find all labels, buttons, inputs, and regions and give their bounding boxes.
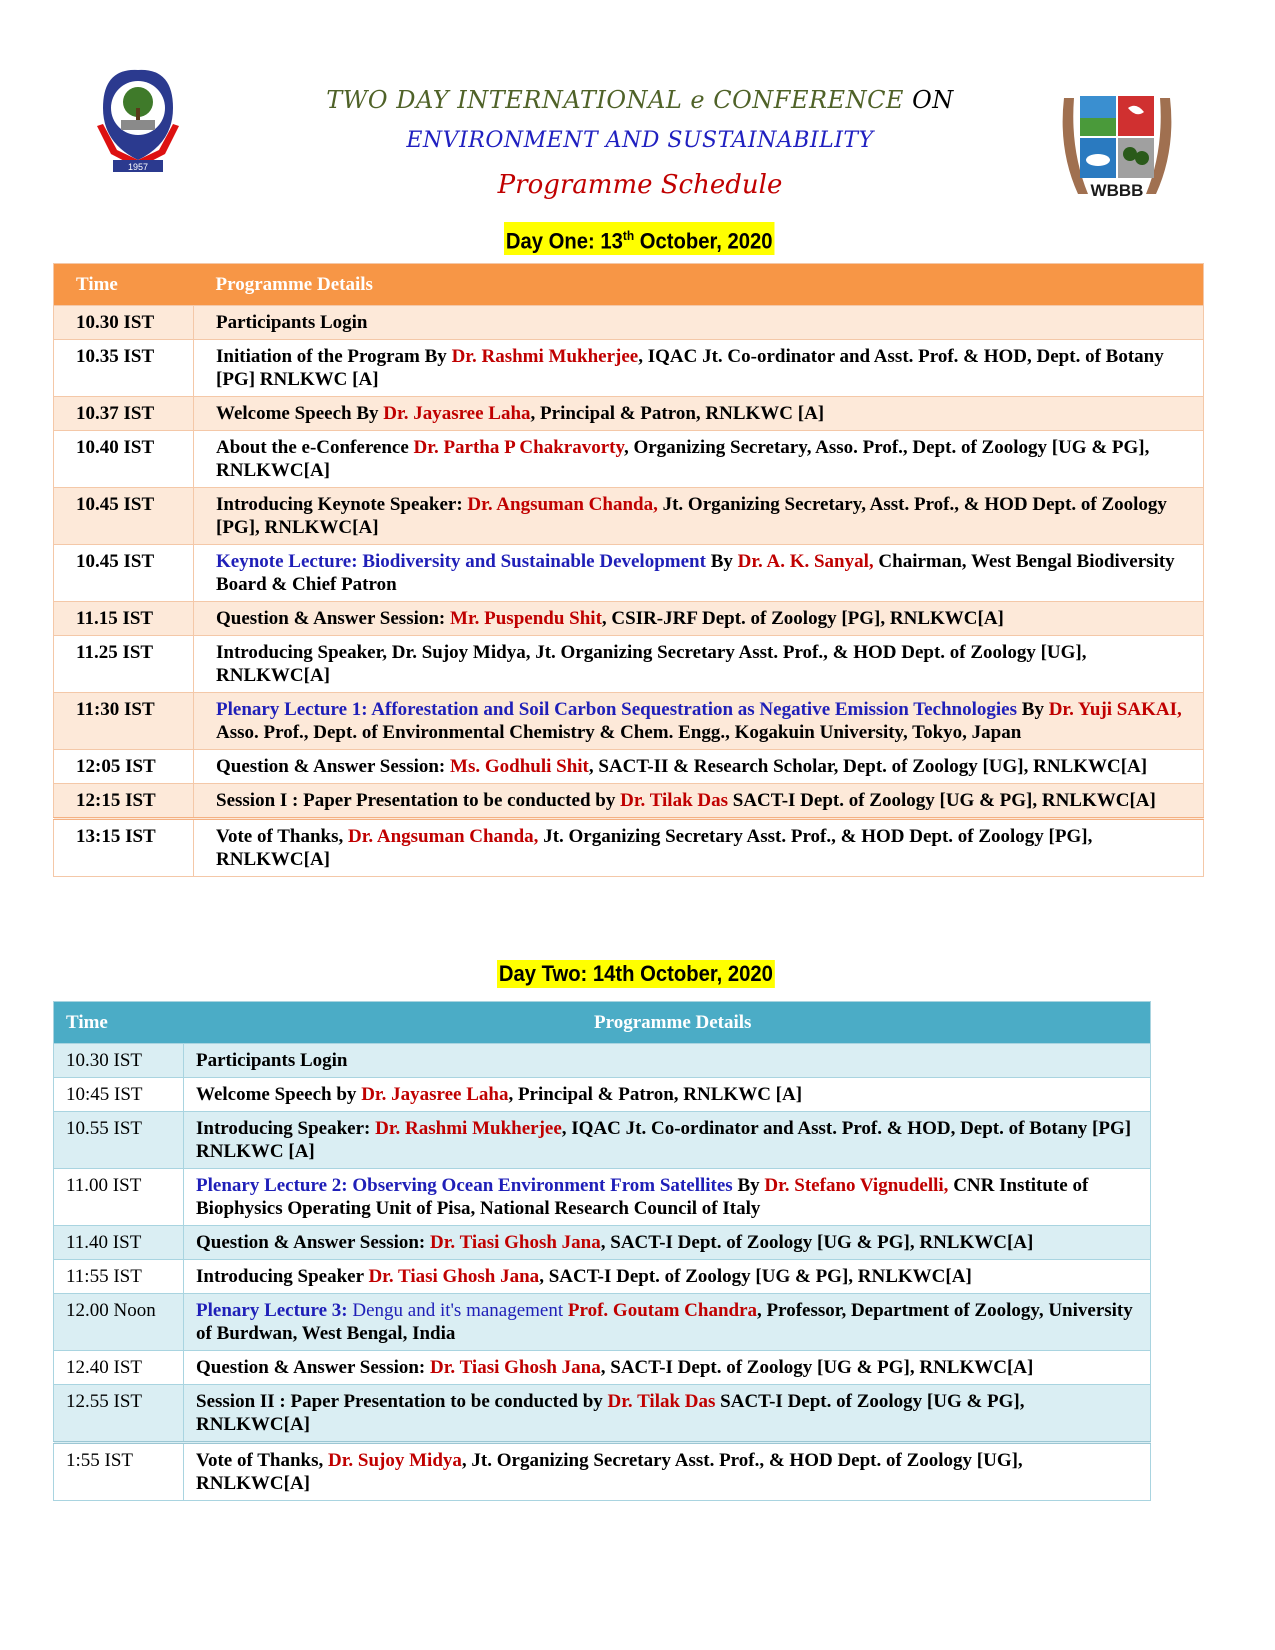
day-two-time-cell: 11.00 IST — [54, 1169, 184, 1226]
day-two-time-cell: 12.40 IST — [54, 1351, 184, 1385]
speaker-name: Dr. Rashmi Mukherjee — [375, 1118, 562, 1139]
table-row — [54, 1260, 1151, 1294]
table-row — [54, 1169, 1151, 1226]
detail-text: , Principal & Patron, RNLKWC [A] — [530, 403, 825, 424]
speaker-name: Dr. Yuji SAKAI, — [1048, 699, 1182, 720]
detail-text: , IQAC Jt. Co-ordinator and Asst. Prof. & HOD, Dept. of Botany [PG] RNLKWC [A] — [196, 1118, 1132, 1162]
speaker-name: Dr. Sujoy Midya — [328, 1450, 462, 1471]
table-row — [54, 1385, 1151, 1443]
day-one-time-cell: 10.45 IST — [54, 545, 194, 602]
day-one-details-cell — [194, 545, 1204, 602]
table-row — [54, 602, 1204, 636]
table-row — [54, 1078, 1151, 1112]
college-logo — [93, 68, 183, 180]
table-row — [54, 819, 1204, 877]
table-row — [54, 1294, 1151, 1351]
day-one-details-cell — [194, 306, 1204, 340]
day-one-time-cell: 13:15 IST — [54, 819, 194, 877]
day-one-details-cell — [194, 431, 1204, 488]
day-two-details-cell — [184, 1112, 1151, 1169]
day-one-details-cell — [194, 750, 1204, 784]
speaker-name: Dr. Jayasree Laha — [361, 1084, 509, 1105]
lecture-title: Plenary Lecture 3: — [196, 1300, 348, 1321]
table-row — [54, 1443, 1151, 1501]
detail-text: Chairman, West Bengal Biodiversity Board & Chief Patron — [216, 551, 1175, 595]
detail-text: CNR Institute of Biophysics Operating Unit of Pisa, National Research Council of Italy — [196, 1175, 1089, 1219]
detail-text: Initiation of the Program By — [216, 346, 452, 367]
day-two-time-cell: 12.00 Noon — [54, 1294, 184, 1351]
conference-theme: ENVIRONMENT AND SUSTAINABILITY — [406, 128, 874, 153]
day-two-details-cell — [184, 1385, 1151, 1443]
detail-text: By — [732, 1175, 765, 1196]
day-one-title: Day One: 13th October, 2020 — [504, 222, 774, 255]
day-one-details-cell — [194, 819, 1204, 877]
speaker-name: Dr. Jayasree Laha — [383, 403, 531, 424]
detail-text: , Principal & Patron, RNLKWC [A] — [508, 1084, 803, 1105]
speaker-name: Dr. Tilak Das — [620, 790, 729, 811]
conference-title — [260, 86, 1020, 114]
day-one-details-cell — [194, 636, 1204, 693]
table-row — [54, 1351, 1151, 1385]
day-two-details-cell — [184, 1078, 1151, 1112]
table-row — [54, 1226, 1151, 1260]
detail-text: SACT-I Dept. of Zoology [UG & PG], RNLKWC[A] — [728, 790, 1156, 811]
day-one-time-cell: 10.45 IST — [54, 488, 194, 545]
table-row — [54, 750, 1204, 784]
detail-text: Participants Login — [196, 1050, 348, 1071]
detail-text: Session II : Paper Presentation to be conducted by — [196, 1391, 608, 1412]
detail-text: Introducing Speaker: — [196, 1118, 376, 1139]
programme-schedule-heading: Programme Schedule — [497, 170, 783, 200]
detail-text: , SACT-I Dept. of Zoology [UG & PG], RNLKWC[A] — [600, 1232, 1034, 1253]
detail-text: Question & Answer Session: — [216, 608, 451, 629]
table-row — [54, 1112, 1151, 1169]
day-one-details-cell — [194, 488, 1204, 545]
speaker-name: Dr. Rashmi Mukherjee — [451, 346, 639, 367]
detail-text: , SACT-I Dept. of Zoology [UG & PG], RNLKWC[A] — [539, 1266, 972, 1287]
logo-wbbb-text: WBBB — [1090, 181, 1144, 200]
detail-text: Question & Answer Session: — [216, 756, 451, 777]
day-two-details-cell — [184, 1294, 1151, 1351]
table-row — [54, 340, 1204, 397]
day-one-time-cell: 11.25 IST — [54, 636, 194, 693]
conference-title-on: ON — [912, 86, 954, 114]
day-one-time-header: Time — [54, 264, 194, 306]
day-two-details-cell — [184, 1226, 1151, 1260]
speaker-name: Dr. A. K. Sanyal, — [737, 551, 874, 572]
day-two-time-cell: 10:45 IST — [54, 1078, 184, 1112]
table-row — [54, 1044, 1151, 1078]
speaker-name: Dr. Stefano Vignudelli, — [764, 1175, 949, 1196]
detail-text: About the e-Conference — [216, 437, 414, 458]
day-one-time-cell: 10.40 IST — [54, 431, 194, 488]
speaker-name: Dr. Tiasi Ghosh Jana — [430, 1357, 601, 1378]
detail-text: Question & Answer Session: — [196, 1357, 431, 1378]
detail-text: SACT-I Dept. of Zoology [UG & PG], RNLKWC[A] — [196, 1391, 1025, 1435]
lecture-title: Plenary Lecture 2: Observing Ocean Environment From Satellites — [196, 1175, 733, 1196]
speaker-name: Dr. Partha P Chakravorty — [413, 437, 624, 458]
detail-text: Introducing Keynote Speaker: — [216, 494, 468, 515]
detail-text: By — [1017, 699, 1049, 720]
day-one-time-cell: 11:30 IST — [54, 693, 194, 750]
table-row — [54, 545, 1204, 602]
table-row — [54, 306, 1204, 340]
detail-text: , SACT-I Dept. of Zoology [UG & PG], RNLKWC[A] — [600, 1357, 1034, 1378]
table-row — [54, 636, 1204, 693]
day-two-time-cell: 10.30 IST — [54, 1044, 184, 1078]
day-two-schedule-table — [53, 1001, 1151, 1501]
detail-text: Welcome Speech By — [216, 403, 384, 424]
day-one-time-cell: 12:15 IST — [54, 784, 194, 819]
day-two-details-cell — [184, 1169, 1151, 1226]
day-one-details-cell — [194, 397, 1204, 431]
day-one-details-cell — [194, 602, 1204, 636]
detail-text: Welcome Speech by — [196, 1084, 362, 1105]
table-row — [54, 397, 1204, 431]
lecture-title: Keynote Lecture: Biodiversity and Sustainable Development — [216, 551, 706, 572]
table-row — [54, 488, 1204, 545]
day-two-details-cell — [184, 1351, 1151, 1385]
detail-text: Asso. Prof., Dept. of Environmental Chemistry & Chem. Engg., Kogakuin University, Tokyo, Japan — [216, 722, 1022, 743]
day-two-time-cell: 11.40 IST — [54, 1226, 184, 1260]
detail-text: , CSIR-JRF Dept. of Zoology [PG], RNLKWC[A] — [601, 608, 1004, 629]
table-row — [54, 693, 1204, 750]
detail-text: Question & Answer Session: — [196, 1232, 431, 1253]
day-one-details-header: Programme Details — [194, 264, 1204, 306]
day-two-time-cell: 11:55 IST — [54, 1260, 184, 1294]
lecture-title: Plenary Lecture 1: Afforestation and Soil Carbon Sequestration as Negative Emission Technologies — [216, 699, 1018, 720]
detail-text: , SACT-II & Research Scholar, Dept. of Zoology [UG], RNLKWC[A] — [588, 756, 1148, 777]
speaker-name: Ms. Godhuli Shit — [450, 756, 589, 777]
day-one-time-cell: 10.30 IST — [54, 306, 194, 340]
day-two-time-cell: 10.55 IST — [54, 1112, 184, 1169]
day-one-schedule-table — [53, 263, 1204, 877]
detail-text: Session I : Paper Presentation to be conducted by — [216, 790, 621, 811]
detail-text: Vote of Thanks, — [196, 1450, 328, 1471]
speaker-name: Dr. Angsuman Chanda, — [467, 494, 658, 515]
detail-text: Jt. Organizing Secretary, Asst. Prof., & HOD Dept. of Zoology [PG], RNLKWC[A] — [216, 494, 1167, 538]
wbbb-logo — [1058, 90, 1176, 204]
speaker-name: Dr. Tilak Das — [607, 1391, 716, 1412]
speaker-name: Dr. Tiasi Ghosh Jana — [430, 1232, 601, 1253]
day-one-details-cell — [194, 784, 1204, 819]
detail-text: Vote of Thanks, — [216, 826, 348, 847]
day-two-time-header: Time — [54, 1002, 184, 1044]
detail-text: Introducing Speaker, Dr. Sujoy Midya, Jt. Organizing Secretary Asst. Prof., & HOD Dept. of Zoology [UG], RNLKWC[A] — [216, 642, 1087, 686]
speaker-name: Dr. Angsuman Chanda, — [348, 826, 539, 847]
logo-year: 1957 — [127, 162, 149, 172]
day-two-details-cell — [184, 1443, 1151, 1501]
table-row — [54, 784, 1204, 819]
detail-text: By — [705, 551, 738, 572]
detail-text: , Jt. Organizing Secretary Asst. Prof., & HOD Dept. of Zoology [UG], RNLKWC[A] — [196, 1450, 1023, 1494]
day-two-time-cell: 12.55 IST — [54, 1385, 184, 1443]
day-one-time-cell: 10.37 IST — [54, 397, 194, 431]
detail-text: Introducing Speaker — [196, 1266, 369, 1287]
detail-text: Jt. Organizing Secretary Asst. Prof., & HOD Dept. of Zoology [PG], RNLKWC[A] — [216, 826, 1093, 870]
day-one-details-cell — [194, 693, 1204, 750]
day-two-time-cell: 1:55 IST — [54, 1443, 184, 1501]
day-one-time-cell: 12:05 IST — [54, 750, 194, 784]
day-one-time-cell: 10.35 IST — [54, 340, 194, 397]
detail-text: , Professor, Department of Zoology, University of Burdwan, West Bengal, India — [196, 1300, 1133, 1344]
speaker-name: Dr. Tiasi Ghosh Jana — [368, 1266, 540, 1287]
day-two-details-cell — [184, 1260, 1151, 1294]
speaker-name: Mr. Puspendu Shit — [450, 608, 602, 629]
day-two-details-cell — [184, 1044, 1151, 1078]
day-one-time-cell: 11.15 IST — [54, 602, 194, 636]
table-row — [54, 431, 1204, 488]
detail-text: Participants Login — [216, 312, 368, 333]
day-two-details-header: Programme Details — [184, 1002, 1151, 1044]
speaker-name: Prof. Goutam Chandra — [567, 1300, 758, 1321]
detail-text: , IQAC Jt. Co-ordinator and Asst. Prof. & HOD, Dept. of Botany [PG] RNLKWC [A] — [216, 346, 1164, 390]
day-two-title: Day Two: 14th October, 2020 — [498, 961, 773, 986]
lecture-title: Dengu and it's management — [347, 1300, 564, 1321]
day-one-details-cell — [194, 340, 1204, 397]
detail-text: , Organizing Secretary, Asso. Prof., Dept. of Zoology [UG & PG], RNLKWC[A] — [216, 437, 1150, 481]
conference-title-main: TWO DAY INTERNATIONAL e CONFERENCE — [326, 86, 904, 114]
